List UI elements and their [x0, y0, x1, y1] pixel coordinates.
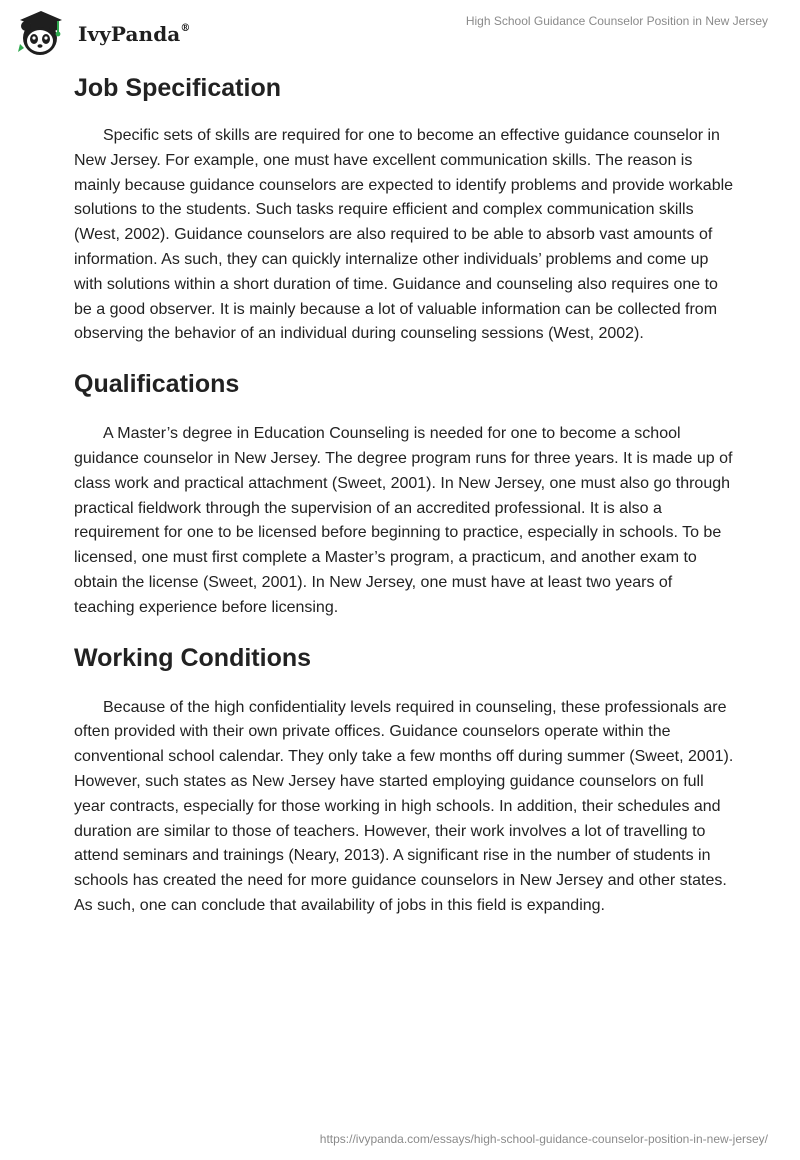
source-url-link[interactable]: https://ivypanda.com/essays/high-school-guidance-counselor-position-in-new-jersey/: [319, 1132, 768, 1146]
section-heading: Job Specification: [74, 74, 281, 102]
section-job-specification: [74, 72, 734, 347]
panda-graduation-cap-icon: [14, 8, 68, 58]
section-qualifications: [74, 368, 734, 620]
brand[interactable]: [14, 8, 190, 58]
section-heading: Qualifications: [74, 370, 240, 399]
section-paragraph: A Master’s degree in Education Counseling is needed for one to become a school guidance counselor in New Jersey. The degree program runs for three years. It is made up of class work and practical attachment (Sweet, 2001). In New Jersey, one must also go through practical fieldwork through the supervision of an accredited professional. It is also a requirement for one to be licensed before beginning to practice, especially in schools. To be licensed, one must first complete a Master’s program, a practicum, and another exam to obtain the license (Sweet, 2001). In New Jersey, one must have at least two years of teaching experience before licensing.: [74, 425, 733, 616]
essay-content: [74, 72, 734, 919]
section-working-conditions: [74, 642, 734, 919]
section-paragraph: Specific sets of skills are required for one to become an effective guidance counselor in New Jersey. For example, one must have excellent communication skills. The reason is mainly because guidance counselors are expected to identify problems and provide workable solutions to the students. Such tasks require efficient and complex communication skills (West, 2002). Guidance counselors are also required to be able to absorb vast amounts of information. As such, they can quickly internalize other individuals’ problems and come up with solutions within a short duration of time. Guidance and counseling also requires one to be a good observer. It is mainly because a lot of valuable information can be collected from observing the behavior of an individual during counseling sessions (West, 2002).: [74, 127, 734, 343]
document-title: High School Guidance Counselor Position in New Jersey: [465, 14, 768, 28]
section-paragraph: Because of the high confidentiality levels required in counseling, these professionals are often provided with their own private offices. Guidance counselors operate within the conventional school calendar. They only take a few months off during summer (Sweet, 2001). However, such states as New Jersey have started employing guidance counselors on full year contracts, especially for those working in high schools. In addition, their schedules and duration are similar to those of teachers. However, their work involves a lot of travelling to attend seminars and trainings (Neary, 2013). A significant rise in the number of students in schools has created the need for more guidance counselors in New Jersey and other states. As such, one can conclude that availability of jobs in this field is expanding.: [74, 698, 734, 914]
registered-mark: ®: [180, 23, 191, 35]
section-heading: Working Conditions: [74, 643, 312, 672]
brand-name: IvyPanda®: [78, 22, 191, 46]
